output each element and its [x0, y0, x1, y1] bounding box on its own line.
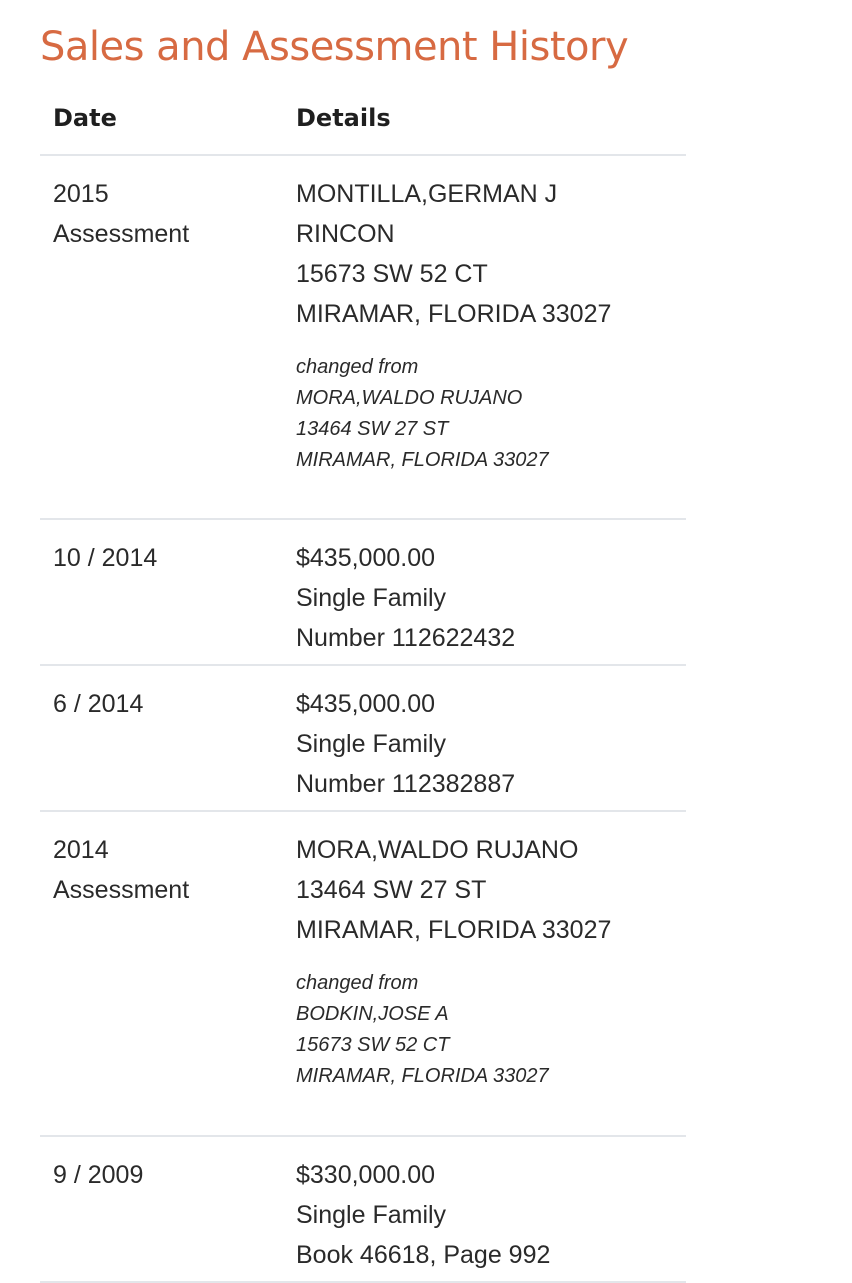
column-header-date: Date: [53, 104, 117, 132]
date-cell: [53, 684, 273, 724]
previous-city-state-zip: MIRAMAR, FLORIDA 33027: [296, 1065, 549, 1087]
changed-from-block: [296, 352, 676, 476]
sale-price: $435,000.00: [296, 690, 436, 718]
date-cell: [53, 830, 273, 910]
date-cell: [53, 1155, 273, 1195]
sale-price: $435,000.00: [296, 544, 436, 572]
changed-from-label: changed from: [296, 356, 419, 378]
record-number: Number 112382887: [296, 770, 516, 798]
owner-name: MONTILLA,GERMAN J: [296, 180, 558, 208]
owner-name-continued: RINCON: [296, 220, 395, 248]
street-address: 15673 SW 52 CT: [296, 260, 488, 288]
changed-from-label: changed from: [296, 972, 419, 994]
details-cell: [296, 174, 676, 476]
details-cell: [296, 684, 676, 804]
date-year: 2015: [53, 180, 109, 208]
previous-owner-name: BODKIN,JOSE A: [296, 1003, 449, 1025]
date-cell: [53, 538, 273, 578]
sale-price: $330,000.00: [296, 1161, 436, 1189]
city-state-zip: MIRAMAR, FLORIDA 33027: [296, 916, 612, 944]
sale-date: 6 / 2014: [53, 690, 144, 718]
record-number: Number 112622432: [296, 624, 516, 652]
date-type: Assessment: [53, 876, 190, 904]
changed-from-block: [296, 968, 676, 1092]
column-header-details: Details: [296, 104, 391, 132]
details-cell: [296, 1155, 676, 1275]
date-cell: [53, 174, 273, 254]
property-type: Single Family: [296, 1201, 447, 1229]
table-row: [40, 666, 686, 812]
owner-name: MORA,WALDO RUJANO: [296, 836, 579, 864]
table-row: [40, 156, 686, 520]
city-state-zip: MIRAMAR, FLORIDA 33027: [296, 300, 612, 328]
date-type: Assessment: [53, 220, 190, 248]
book-page: Book 46618, Page 992: [296, 1241, 551, 1269]
details-cell: [296, 830, 676, 1092]
table-header-row: [40, 92, 686, 156]
table-row: [40, 520, 686, 666]
property-type: Single Family: [296, 730, 447, 758]
street-address: 13464 SW 27 ST: [296, 876, 487, 904]
property-type: Single Family: [296, 584, 447, 612]
previous-street-address: 15673 SW 52 CT: [296, 1034, 450, 1056]
sales-history-table: [40, 92, 686, 1283]
sale-date: 9 / 2009: [53, 1161, 144, 1189]
date-year: 2014: [53, 836, 109, 864]
table-row: [40, 1137, 686, 1283]
page-title: Sales and Assessment History: [40, 24, 629, 70]
previous-street-address: 13464 SW 27 ST: [296, 418, 449, 440]
table-row: [40, 812, 686, 1137]
sale-date: 10 / 2014: [53, 544, 158, 572]
details-cell: [296, 538, 676, 658]
previous-city-state-zip: MIRAMAR, FLORIDA 33027: [296, 449, 549, 471]
previous-owner-name: MORA,WALDO RUJANO: [296, 387, 523, 409]
